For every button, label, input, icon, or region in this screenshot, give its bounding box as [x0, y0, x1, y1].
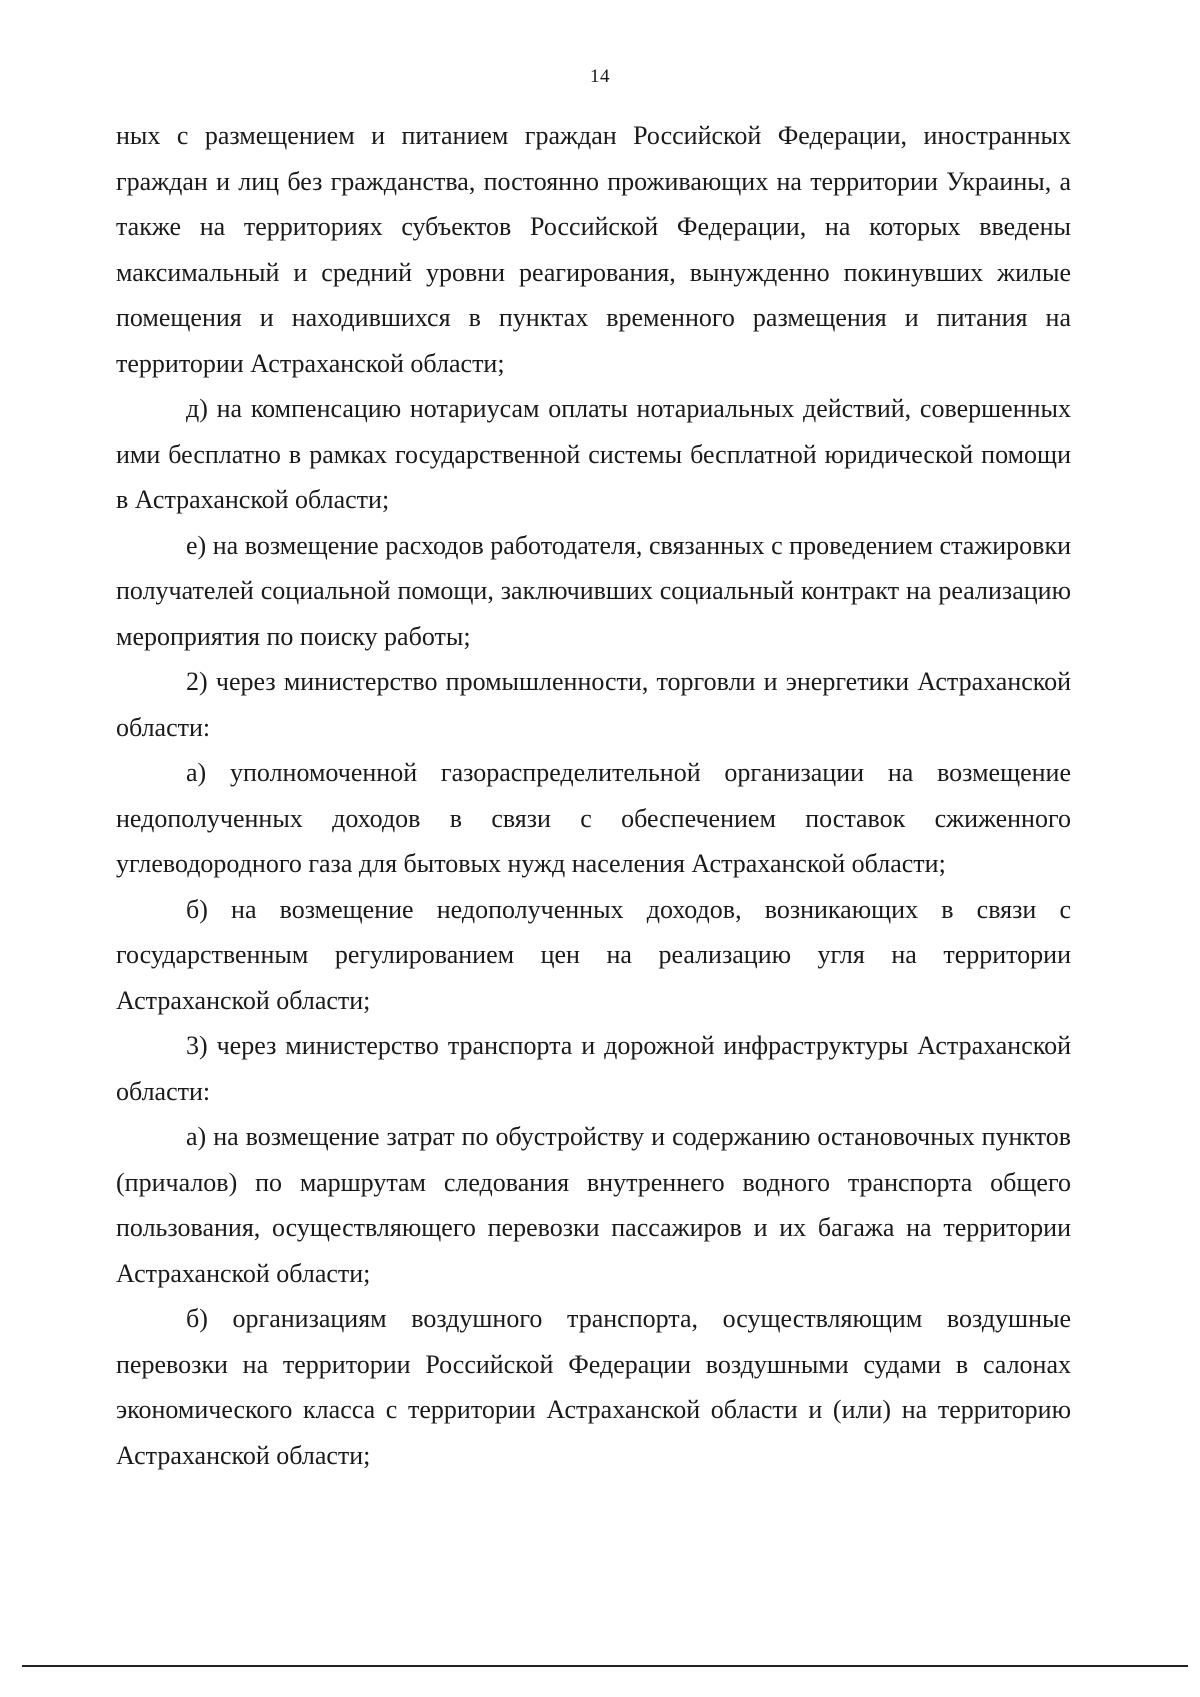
- paragraph-section-3-item-a: а) на возмещение затрат по обустройству и содержанию остановочных пунктов (причалов) по маршрутам следования внутреннего водного транспорта общего пользования, осуществляющего перевозки пассажиров и их багажа на территории Астраханской области;: [116, 1122, 1071, 1288]
- paragraph-continuation: ных с размещением и питанием граждан Российской Федерации, иностранных граждан и лиц без гражданства, постоянно проживающих на территории Украины, а также на территориях субъектов Российской Федерации, на которых введены максимальный и средний уровни реагирования, вынужденно покинувших жилые помещения и находившихся в пунктах временного размещения и питания на территории Астраханской области;: [116, 121, 1071, 378]
- paragraph-section-3: 3) через министерство транспорта и дорожной инфраструктуры Астраханской области:: [116, 1031, 1071, 1106]
- page-bottom-divider: [22, 1665, 1188, 1667]
- paragraph-section-2-item-a: а) уполномоченной газораспределительной организации на возмещение недополученных доходов в связи с обеспечением поставок сжиженного углеводородного газа для бытовых нужд населения Астраханской области;: [116, 758, 1071, 878]
- paragraph-section-2: 2) через министерство промышленности, торговли и энергетики Астраханской области:: [116, 667, 1071, 742]
- page-number: 14: [590, 66, 610, 87]
- paragraph-section-2-item-b: б) на возмещение недополученных доходов, возникающих в связи с государственным регулированием цен на реализацию угля на территории Астраханской области;: [116, 894, 1071, 1015]
- paragraph-section-3-item-b: б) организациям воздушного транспорта, осуществляющим воздушные перевозки на территории Российской Федерации воздушными судами в салонах экономического класса с территории Астраханской области и (или) на территорию Астраханской области;: [116, 1304, 1071, 1470]
- paragraph-item-e: е) на возмещение расходов работодателя, связанных с проведением стажировки получателей социальной помощи, заключивших социальный контракт на реализацию мероприятия по поиску работы;: [116, 530, 1071, 651]
- paragraph-item-d: д) на компенсацию нотариусам оплаты нотариальных действий, совершенных ими бесплатно в рамках государственной системы бесплатной юридической помощи в Астраханской области;: [116, 394, 1071, 514]
- document-body: [116, 113, 1071, 1478]
